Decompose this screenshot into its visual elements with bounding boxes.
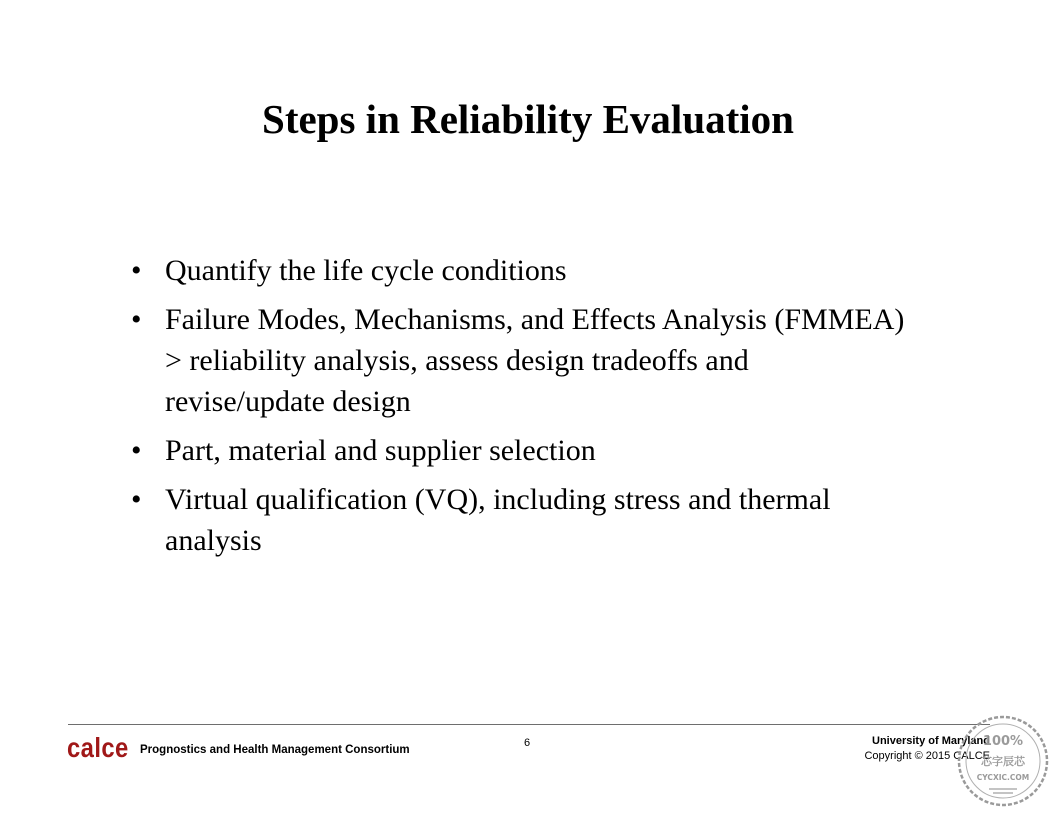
bullet-icon: • [131, 254, 142, 287]
bullet-icon: • [131, 483, 142, 516]
bullet-icon: • [131, 303, 142, 336]
bullet-text: Part, material and supplier selection [165, 434, 596, 467]
bullet-list [131, 250, 911, 569]
watermark-seal-icon [955, 713, 1051, 809]
bullet-icon: • [131, 434, 142, 467]
bullet-text: Quantify the life cycle conditions [165, 254, 567, 287]
seal-top-text: 100% [982, 734, 1024, 749]
page-number: 6 [524, 737, 531, 749]
seal-domain-text: CYCXIC.COM [976, 773, 1030, 782]
university-name: University of Maryland [872, 735, 990, 747]
bullet-text: Virtual qualification (VQ), including stress and thermal analysis [165, 483, 831, 557]
footer-divider [68, 724, 990, 725]
slide-title: Steps in Reliability Evaluation [262, 96, 794, 142]
consortium-name: Prognostics and Health Management Consortium [140, 744, 410, 756]
calce-logo: calce [67, 732, 129, 763]
bullet-item [131, 430, 911, 471]
copyright-text: Copyright © 2015 CALCE [864, 750, 990, 762]
bullet-item [131, 299, 911, 422]
seal-middle-text: 芯字辰芯 [981, 755, 1025, 768]
bullet-item [131, 479, 911, 561]
bullet-text: Failure Modes, Mechanisms, and Effects Analysis (FMMEA) > reliability analysis, assess design tradeoffs and revise/update design [165, 303, 905, 418]
bullet-item [131, 250, 911, 291]
